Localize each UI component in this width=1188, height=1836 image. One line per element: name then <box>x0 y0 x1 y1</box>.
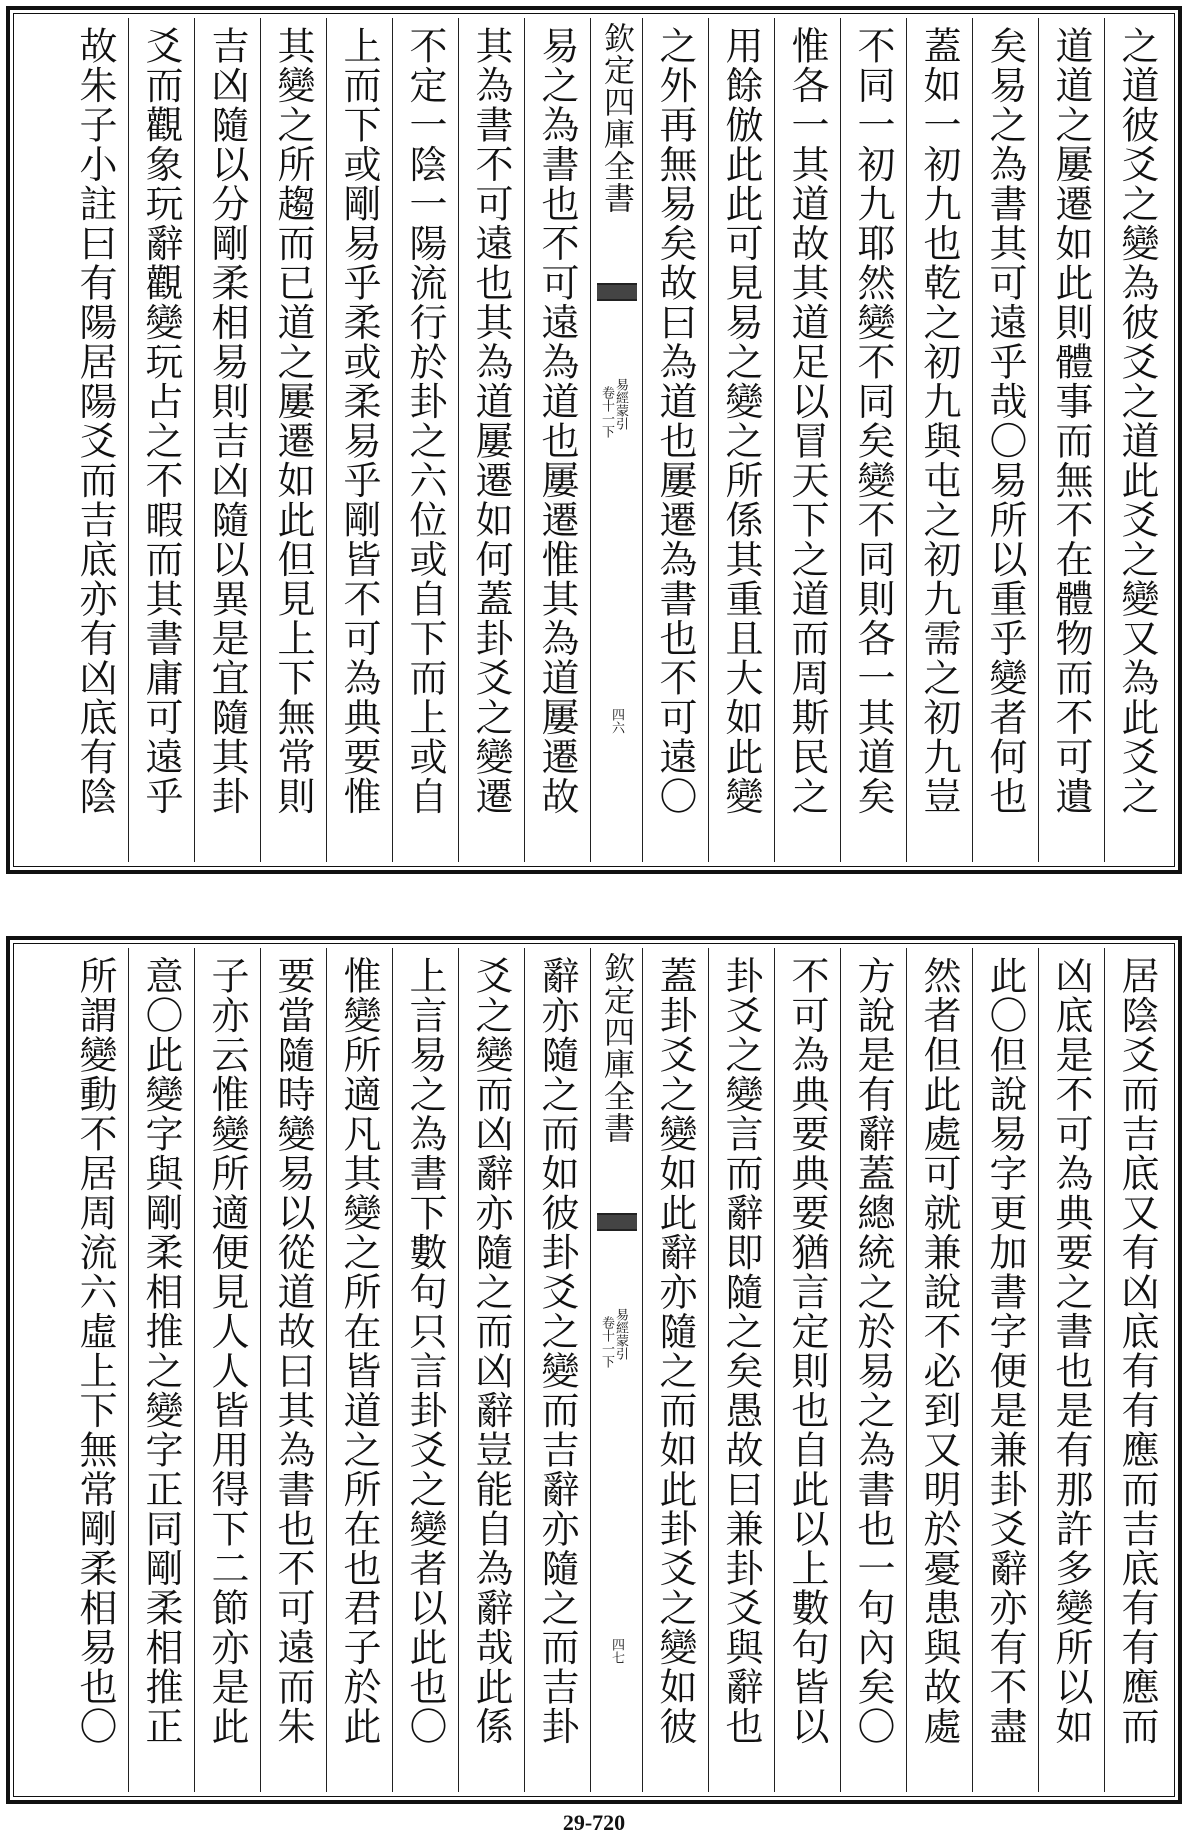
text-column: 惟各一其道故其道足以冒天下之道而周斯民之 <box>774 18 840 862</box>
source-title: 易經蒙引 <box>613 378 628 430</box>
text-column: 方說是有辭蓋總統之於易之為書也一句內矣〇 <box>840 948 906 1792</box>
text-column: 卦爻之變言而辭即隨之矣愚故曰兼卦爻與辭也 <box>708 948 774 1792</box>
center-fold <box>590 948 642 1792</box>
text-column: 要當隨時變易以從道故曰其為書也不可遠而朱 <box>260 948 326 1792</box>
catalog-number: 29-720 <box>562 1810 626 1835</box>
page-bottom <box>6 936 1182 1804</box>
source-title: 易經蒙引 <box>613 1308 628 1360</box>
text-column: 不定一陰一陽流行於卦之六位或自下而上或自 <box>392 18 458 862</box>
text-column: 蓋卦爻之變如此辭亦隨之而如此卦爻之變如彼 <box>642 948 708 1792</box>
text-column: 凶底是不可為典要之書也是有那許多變所以如 <box>1038 948 1104 1792</box>
text-columns <box>18 18 1170 862</box>
fishtail-mark <box>597 1213 637 1231</box>
text-column: 居陰爻而吉底又有凶底有有應而吉底有有應而 <box>1104 948 1170 1792</box>
text-columns <box>18 948 1170 1792</box>
text-column: 此〇但說易字更加書字便是兼卦爻辭亦有不盡 <box>972 948 1038 1792</box>
text-column: 用餘倣此此可見易之變之所係其重且大如此變 <box>708 18 774 862</box>
text-column: 意〇此變字與剛柔相推之變字正同剛柔相推正 <box>128 948 194 1792</box>
text-column: 所謂變動不居周流六虛上下無常剛柔相易也〇 <box>73 956 117 1746</box>
text-column: 子亦云惟變所適便見人人皆用得下二節亦是此 <box>194 948 260 1792</box>
text-column: 其為書不可遠也其為道屢遷如何蓋卦爻之變遷 <box>458 18 524 862</box>
text-column: 爻之變而凶辭亦隨之而凶辭豈能自為辭哉此係 <box>458 948 524 1792</box>
text-column: 上而下或剛易乎柔或柔易乎剛皆不可為典要惟 <box>326 18 392 862</box>
book-title: 欽定四庫全書 <box>598 22 634 214</box>
text-column: 之外再無易矣故曰為道也屢遷為書也不可遠〇 <box>642 18 708 862</box>
center-fold <box>590 18 642 862</box>
text-column: 不同一初九耶然變不同矣變不同則各一其道矣 <box>840 18 906 862</box>
text-column: 道道之屢遷如此則體事而無不在體物而不可遺 <box>1038 18 1104 862</box>
book-title: 欽定四庫全書 <box>598 952 634 1144</box>
text-column: 然者但此處可就兼說不必到又明於憂患與故處 <box>906 948 972 1792</box>
text-column: 蓋如一初九也乾之初九與屯之初九需之初九豈 <box>906 18 972 862</box>
text-column: 上言易之為書下數句只言卦爻之變者以此也〇 <box>392 948 458 1792</box>
fishtail-mark <box>597 283 637 301</box>
text-column: 易之為書也不可遠為道也屢遷惟其為道屢遷故 <box>524 18 590 862</box>
text-column: 爻而觀象玩辭觀變玩占之不暇而其書庸可遠乎 <box>128 18 194 862</box>
volume-label: 卷十一下 <box>599 1316 614 1368</box>
page-number: 四七 <box>609 1638 624 1664</box>
text-column: 矣易之為書其可遠乎哉〇易所以重乎變者何也 <box>972 18 1038 862</box>
volume-label: 卷十一下 <box>599 386 614 438</box>
page-number: 四六 <box>609 708 624 734</box>
text-column: 故朱子小註曰有陽居陽爻而吉底亦有凶底有陰 <box>73 26 117 816</box>
page-top <box>6 6 1182 874</box>
text-column: 吉凶隨以分剛柔相易則吉凶隨以異是宜隨其卦 <box>194 18 260 862</box>
text-column: 不可為典要典要猶言定則也自此以上數句皆以 <box>774 948 840 1792</box>
text-column: 惟變所適凡其變之所在皆道之所在也君子於此 <box>326 948 392 1792</box>
text-column: 其變之所趨而已道之屢遷如此但見上下無常則 <box>260 18 326 862</box>
text-column: 之道彼爻之變為彼爻之道此爻之變又為此爻之 <box>1104 18 1170 862</box>
text-column: 辭亦隨之而如彼卦爻之變而吉辭亦隨之而吉卦 <box>524 948 590 1792</box>
